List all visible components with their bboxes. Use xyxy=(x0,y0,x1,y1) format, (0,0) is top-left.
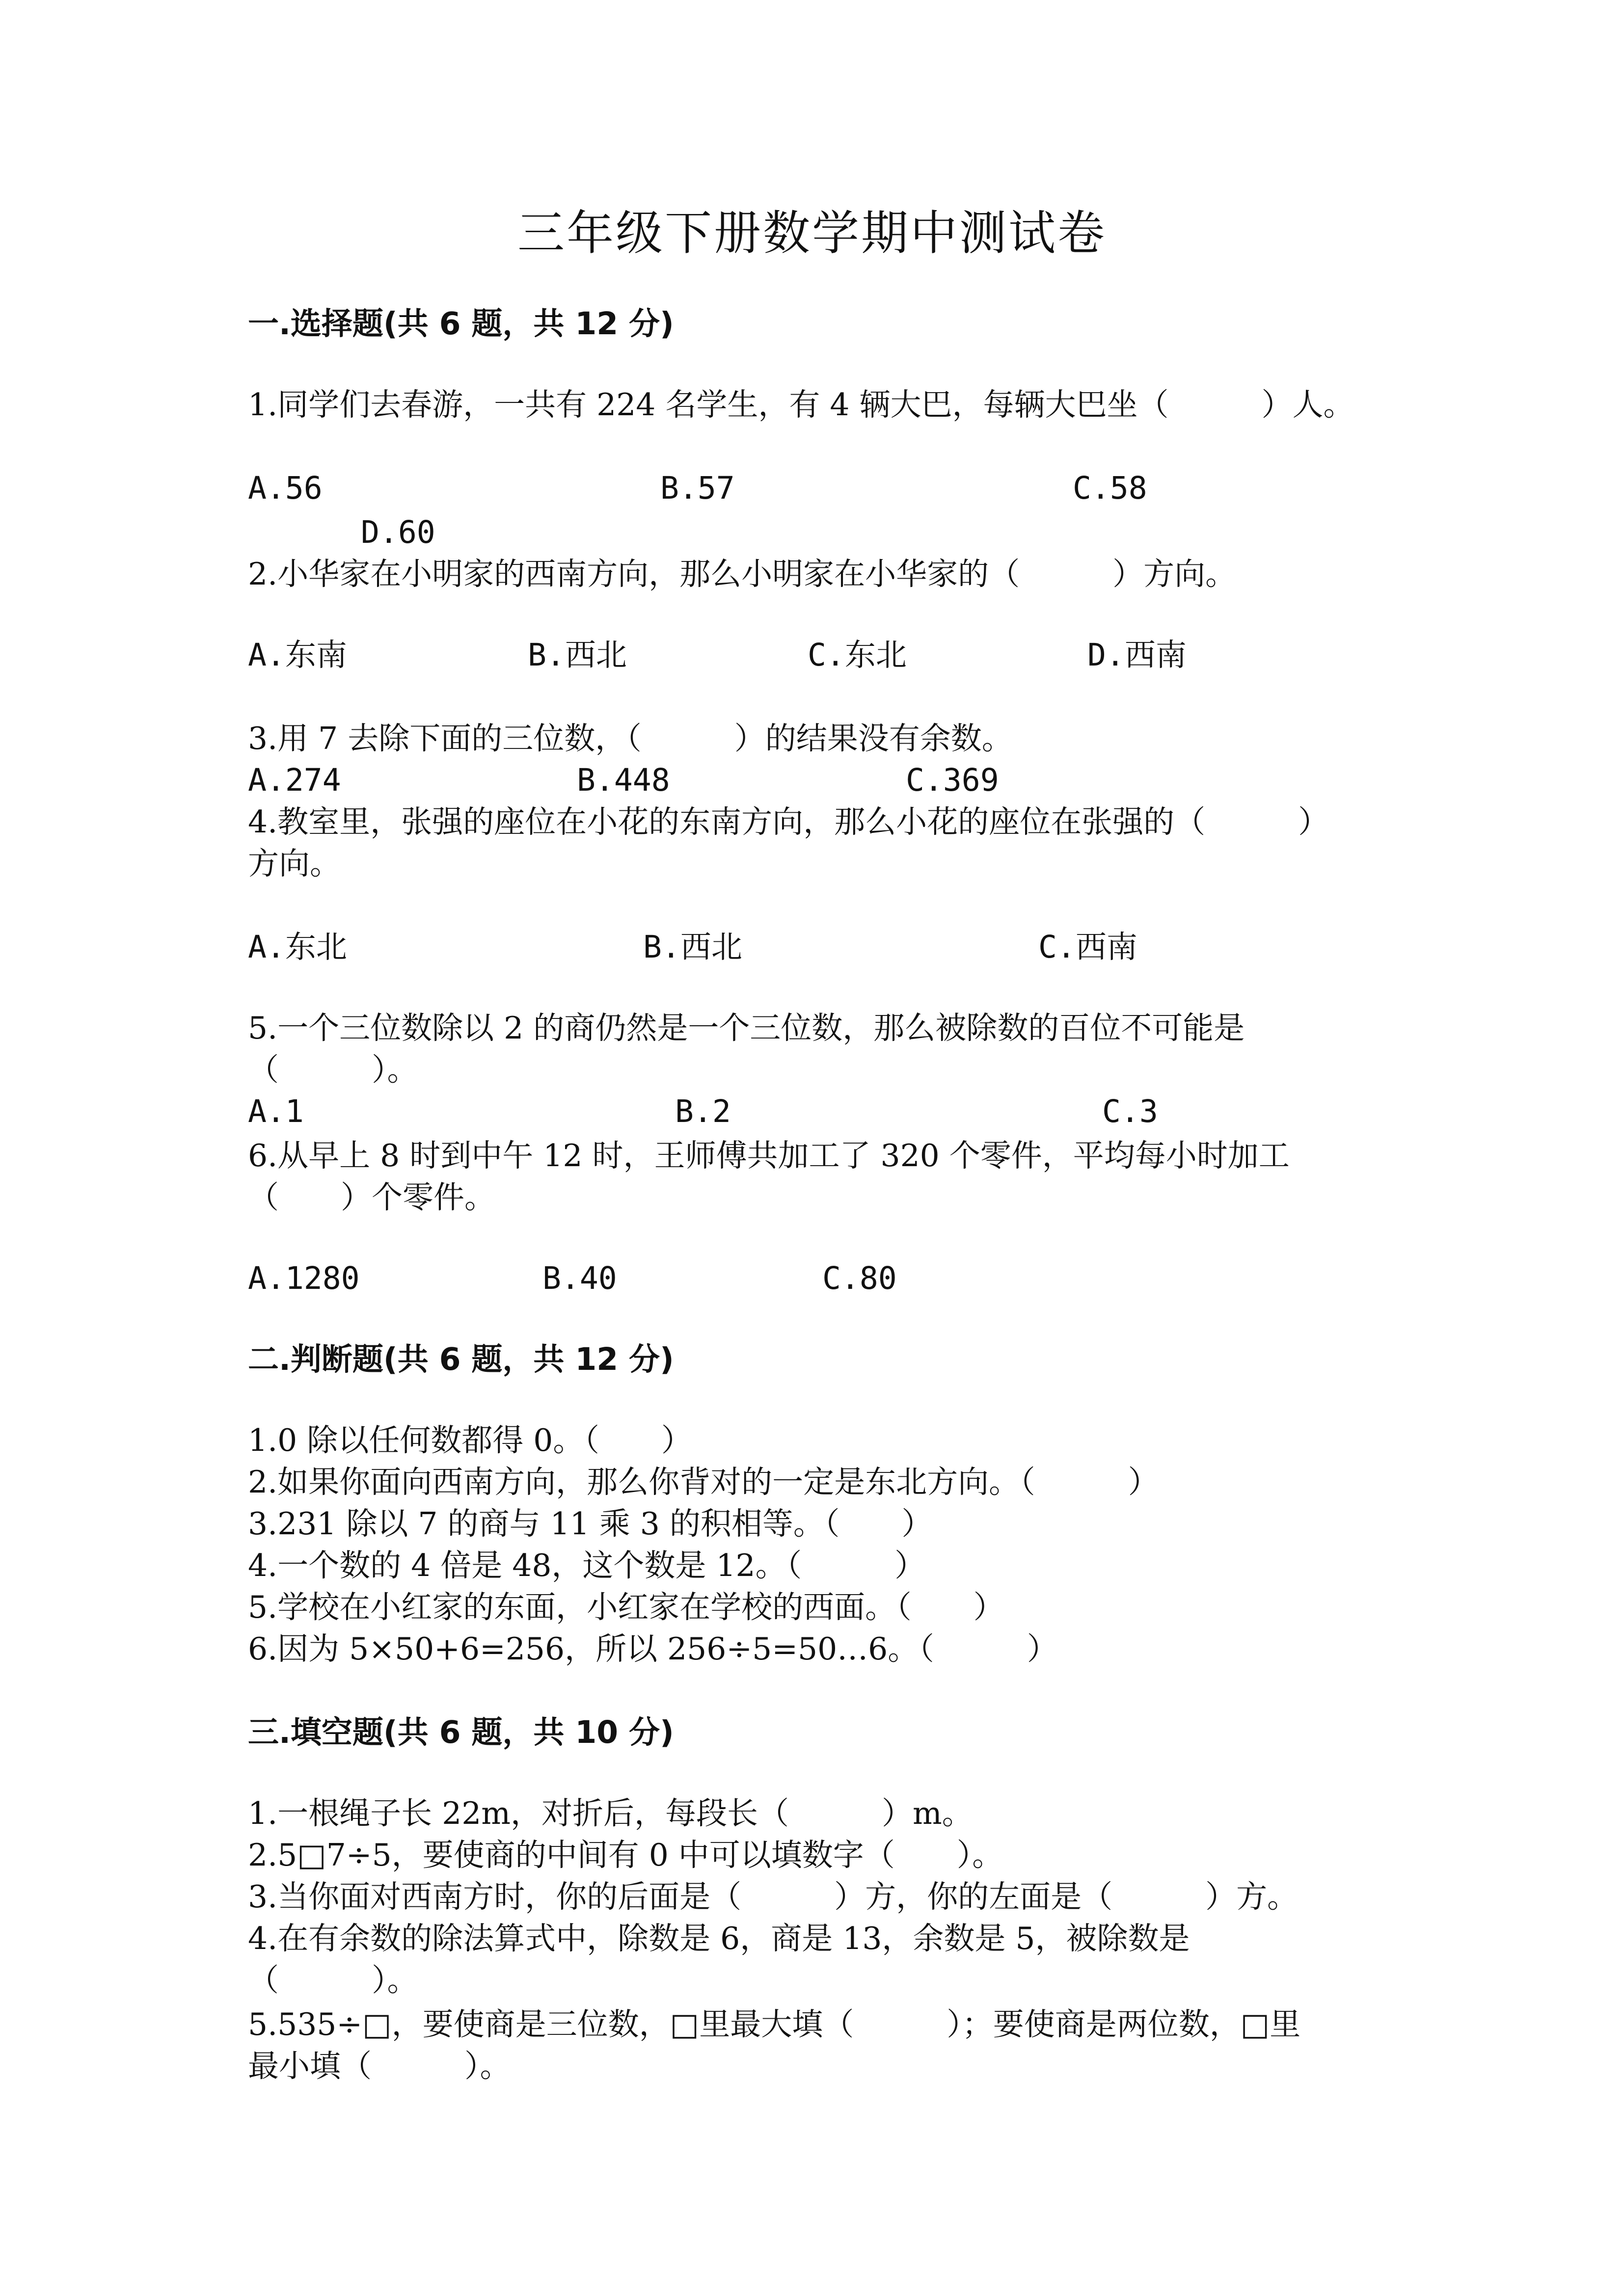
fill-item-5-line2: 最小填（ ）。 xyxy=(248,2048,511,2084)
question-6-line1: 6.从早上 8 时到中午 12 时，王师傅共加工了 320 个零件，平均每小时加工 xyxy=(248,1138,1290,1174)
q1-option-d: D.60 xyxy=(361,514,435,550)
q2-option-c: C.东北 xyxy=(808,637,907,673)
fill-item-2: 2.5□7÷5，要使商的中间有 0 中可以填数字（ ）。 xyxy=(248,1837,1003,1873)
fill-item-5-line1: 5.535÷□，要使商是三位数，□里最大填（ ）；要使商是两位数，□里 xyxy=(248,2006,1301,2042)
q6-option-a: A.1280 xyxy=(248,1260,360,1296)
q4-option-a: A.东北 xyxy=(248,929,347,965)
q6-option-c: C.80 xyxy=(822,1260,897,1296)
page-title: 三年级下册数学期中测试卷 xyxy=(517,206,1107,261)
q3-option-b: B.448 xyxy=(577,762,670,798)
q4-option-b: B.西北 xyxy=(643,929,742,965)
q2-option-b: B.西北 xyxy=(528,637,627,673)
fill-item-4-line2: （ ）。 xyxy=(248,1962,418,1998)
q1-option-b: B.57 xyxy=(660,470,735,506)
q2-option-a: A.东南 xyxy=(248,637,347,673)
q1-option-c: C.58 xyxy=(1073,470,1147,506)
q2-option-d: D.西南 xyxy=(1087,637,1187,673)
judgment-item-2: 2.如果你面向西南方向，那么你背对的一定是东北方向。（ ） xyxy=(248,1464,1159,1500)
judgment-item-3: 3.231 除以 7 的商与 11 乘 3 的积相等。（ ） xyxy=(248,1506,933,1542)
judgment-item-1: 1.0 除以任何数都得 0。（ ） xyxy=(248,1422,692,1458)
section-heading-choice: 一.选择题(共 6 题，共 12 分) xyxy=(248,306,674,342)
question-3: 3.用 7 去除下面的三位数，（ ）的结果没有余数。 xyxy=(248,721,1013,756)
question-4-line1: 4.教室里，张强的座位在小花的东南方向，那么小花的座位在张强的（ ） xyxy=(248,804,1329,840)
fill-item-3: 3.当你面对西南方时，你的后面是（ ）方，你的左面是（ ）方。 xyxy=(248,1879,1299,1915)
judgment-item-4: 4.一个数的 4 倍是 48，这个数是 12。（ ） xyxy=(248,1548,926,1583)
judgment-item-6: 6.因为 5×50+6=256，所以 256÷5=50…6。（ ） xyxy=(248,1631,1058,1667)
fill-item-1: 1.一根绳子长 22m，对折后，每段长（ ）m。 xyxy=(248,1795,973,1831)
section-heading-judgment: 二.判断题(共 6 题，共 12 分) xyxy=(248,1341,674,1377)
q3-option-a: A.274 xyxy=(248,762,341,798)
q5-option-c: C.3 xyxy=(1102,1094,1158,1129)
question-5-line2: （ ）。 xyxy=(248,1052,418,1088)
question-6-line2: （ ）个零件。 xyxy=(248,1179,495,1215)
question-4-line2: 方向。 xyxy=(248,846,341,881)
q6-option-b: B.40 xyxy=(542,1260,617,1296)
question-5-line1: 5.一个三位数除以 2 的商仍然是一个三位数，那么被除数的百位不可能是 xyxy=(248,1010,1245,1046)
q1-option-a: A.56 xyxy=(248,470,323,506)
section-heading-fill: 三.填空题(共 6 题，共 10 分) xyxy=(248,1714,674,1750)
fill-item-4-line1: 4.在有余数的除法算式中，除数是 6，商是 13，余数是 5，被除数是 xyxy=(248,1921,1190,1956)
q4-option-c: C.西南 xyxy=(1038,929,1137,965)
judgment-item-5: 5.学校在小红家的东面，小红家在学校的西面。（ ） xyxy=(248,1589,1004,1625)
question-2: 2.小华家在小明家的西南方向，那么小明家在小华家的（ ）方向。 xyxy=(248,556,1237,592)
question-1: 1.同学们去春游，一共有 224 名学生，有 4 辆大巴，每辆大巴坐（ ）人。 xyxy=(248,387,1354,423)
q3-option-c: C.369 xyxy=(906,762,999,798)
q5-option-b: B.2 xyxy=(675,1094,731,1129)
q5-option-a: A.1 xyxy=(248,1094,304,1129)
